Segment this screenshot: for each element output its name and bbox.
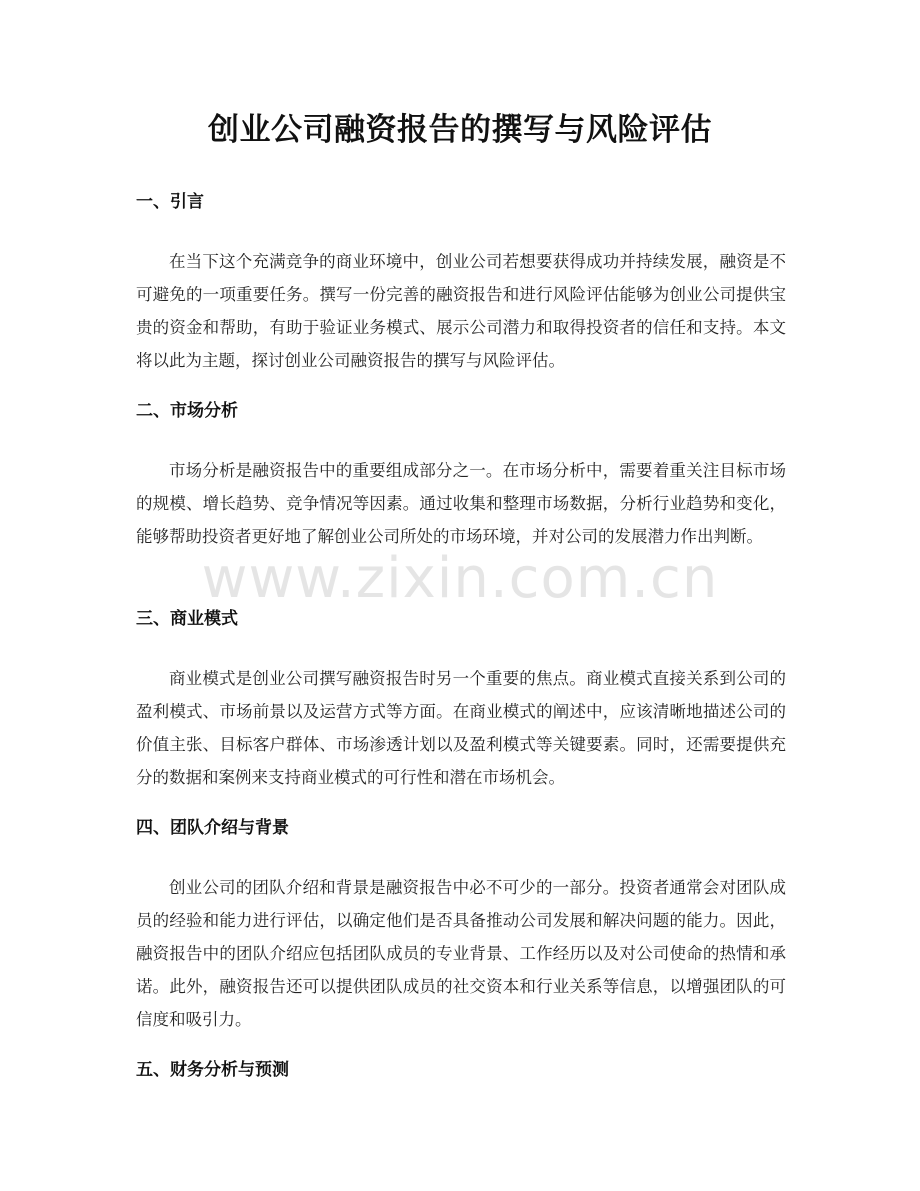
document-title: 创业公司融资报告的撰写与风险评估	[208, 112, 712, 148]
section-market-analysis	[136, 398, 786, 553]
section-paragraph: 商业模式是创业公司撰写融资报告时另一个重要的焦点。商业模式直接关系到公司的盈利模式、市场前景以及运营方式等方面。在商业模式的阐述中，应该清晰地描述公司的价值主张、目标客户群体、市场渗透计划以及盈利模式等关键要素。同时，还需要提供充分的数据和案例来支持商业模式的可行性和潜在市场机会。	[136, 669, 786, 787]
section-team-background	[136, 815, 786, 1036]
section-heading: 四、团队介绍与背景	[136, 818, 289, 838]
section-paragraph: 在当下这个充满竞争的商业环境中，创业公司若想要获得成功并持续发展，融资是不可避免的一项重要任务。撰写一份完善的融资报告和进行风险评估能够为创业公司提供宝贵的资金和帮助，有助于验证业务模式、展示公司潜力和取得投资者的信任和支持。本文将以此为主题，探讨创业公司融资报告的撰写与风险评估。	[136, 252, 786, 370]
section-introduction	[136, 189, 786, 377]
watermark: www.zixin.com.cn	[201, 546, 719, 611]
section-heading: 二、市场分析	[136, 401, 238, 421]
section-heading: 一、引言	[136, 192, 204, 212]
section-financial-analysis	[136, 1057, 786, 1083]
section-paragraph: 市场分析是融资报告中的重要组成部分之一。在市场分析中，需要着重关注目标市场的规模、增长趋势、竞争情况等因素。通过收集和整理市场数据，分析行业趋势和变化，能够帮助投资者更好地了解创业公司所处的市场环境，并对公司的发展潜力作出判断。	[136, 461, 786, 546]
section-paragraph: 创业公司的团队介绍和背景是融资报告中必不可少的一部分。投资者通常会对团队成员的经验和能力进行评估，以确定他们是否具备推动公司发展和解决问题的能力。因此，融资报告中的团队介绍应包括团队成员的专业背景、工作经历以及对公司使命的热情和承诺。此外，融资报告还可以提供团队成员的社交资本和行业关系等信息，以增强团队的可信度和吸引力。	[136, 878, 786, 1029]
section-heading: 五、财务分析与预测	[136, 1060, 289, 1080]
section-business-model	[136, 606, 786, 794]
section-heading: 三、商业模式	[136, 609, 238, 629]
